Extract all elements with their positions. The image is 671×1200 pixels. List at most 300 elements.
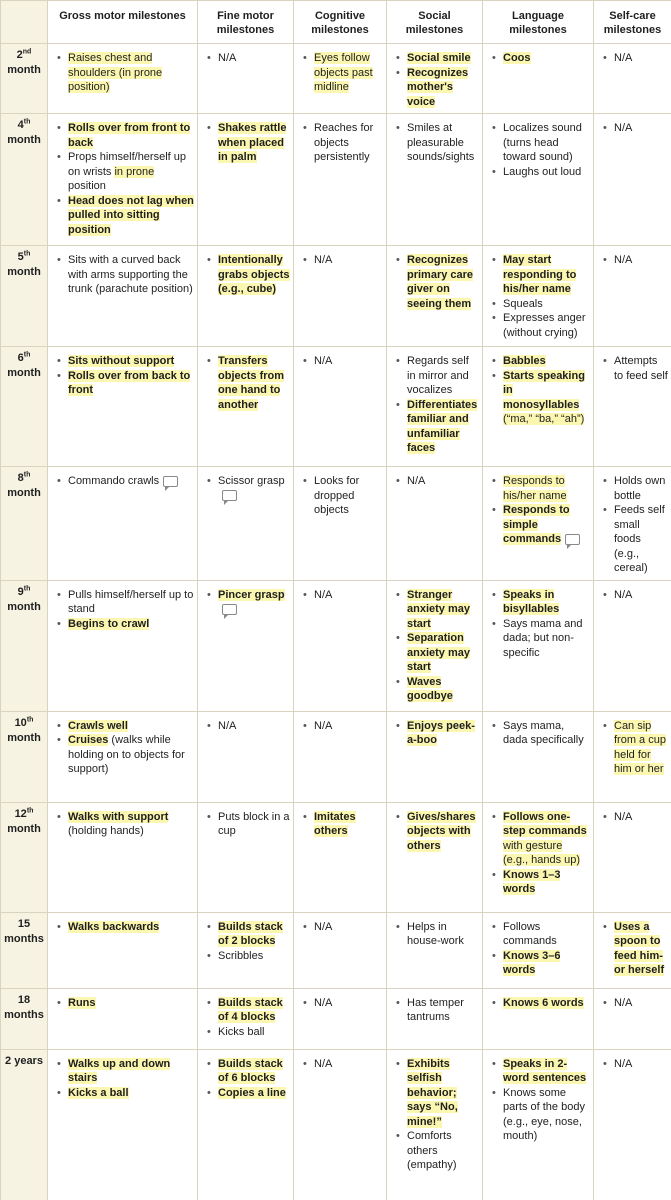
milestone-item	[395, 474, 479, 489]
milestone-text: N/A	[614, 810, 633, 823]
age-cell	[1, 802, 48, 912]
age-unit: month	[7, 266, 41, 278]
milestone-text: Starts speaking in monosyllables	[503, 369, 585, 411]
age-unit: months	[4, 932, 44, 945]
milestone-text: Comforts others (empathy)	[407, 1130, 457, 1171]
milestone-item	[395, 920, 479, 949]
language-cell	[483, 580, 594, 711]
milestone-text: N/A	[314, 719, 333, 732]
milestone-item	[602, 588, 668, 603]
fine-motor-cell	[198, 114, 294, 246]
milestone-text: Social smile	[407, 52, 471, 64]
milestone-item	[56, 51, 194, 95]
milestone-item	[602, 719, 668, 777]
milestone-list	[491, 51, 590, 66]
age-unit: month	[7, 367, 41, 379]
milestone-item	[395, 66, 479, 110]
milestone-list	[56, 920, 194, 935]
age-cell	[1, 44, 48, 114]
table-row	[1, 246, 671, 347]
milestone-text: Knows 3–6 words	[503, 949, 561, 976]
self-care-cell	[594, 246, 671, 347]
milestone-text: Recognizes mother's voice	[407, 66, 469, 108]
milestone-text: Uses a spoon to feed him- or herself	[614, 920, 665, 976]
milestone-list	[56, 1057, 194, 1101]
age-suffix: th	[23, 118, 31, 126]
milestone-text: Gives/shares objects with others	[407, 810, 476, 852]
milestone-item	[602, 920, 668, 978]
milestone-list	[491, 920, 590, 978]
milestone-item	[56, 1057, 194, 1086]
social-cell	[387, 347, 483, 467]
cognitive-cell	[294, 1049, 387, 1200]
age-suffix: th	[26, 715, 34, 723]
milestone-list	[302, 474, 383, 518]
milestone-item	[302, 1057, 383, 1072]
milestone-text: N/A	[407, 475, 426, 487]
milestone-item	[56, 253, 194, 297]
milestone-list	[491, 354, 590, 427]
milestone-text: Looks for dropped objects	[314, 475, 360, 516]
age-cell	[1, 246, 48, 347]
milestone-list	[395, 1057, 479, 1173]
gross-motor-cell	[48, 114, 198, 246]
fine-motor-cell	[198, 912, 294, 988]
milestone-text: Recognizes primary care giver on seeing them	[407, 254, 474, 310]
milestone-list	[602, 996, 668, 1011]
cognitive-cell	[294, 711, 387, 802]
milestone-text: Commando crawls	[68, 475, 160, 487]
milestone-item	[395, 996, 479, 1025]
comment-icon[interactable]	[222, 604, 237, 615]
table-row	[1, 114, 671, 246]
milestone-item	[56, 354, 194, 369]
age-cell	[1, 467, 48, 581]
milestone-text: Rolls over from back to front	[68, 369, 191, 396]
milestone-text: Responds to his/her name	[503, 475, 567, 502]
social-cell	[387, 711, 483, 802]
milestone-list	[206, 996, 290, 1040]
milestone-item	[56, 121, 194, 150]
milestone-item	[302, 588, 383, 603]
milestone-text: N/A	[314, 254, 333, 266]
language-cell	[483, 246, 594, 347]
milestone-text: Smiles at pleasurable sounds/sights	[407, 122, 475, 163]
milestone-item	[602, 810, 668, 825]
age-value: 18	[17, 993, 31, 1006]
milestone-text: position	[68, 180, 106, 192]
social-cell	[387, 580, 483, 711]
milestone-text: Kicks ball	[218, 1025, 265, 1038]
milestone-list	[395, 474, 479, 489]
social-cell	[387, 1049, 483, 1200]
milestone-list	[206, 253, 290, 297]
milestone-list	[206, 1057, 290, 1101]
milestone-list	[602, 121, 668, 136]
self-care-cell	[594, 802, 671, 912]
milestone-item	[491, 311, 590, 340]
header-cognitive: Cognitive milestones	[294, 1, 387, 44]
gross-motor-cell	[48, 988, 198, 1049]
milestone-text: Walks with support	[68, 810, 169, 823]
milestone-list	[395, 253, 479, 311]
milestone-text: Holds own bottle	[614, 475, 666, 502]
milestone-item	[602, 253, 668, 268]
milestone-list	[302, 51, 383, 95]
milestone-text: Waves goodbye	[407, 675, 453, 702]
age-value: 2	[16, 49, 23, 61]
age-value: 12	[14, 807, 27, 820]
milestone-item	[602, 354, 668, 383]
milestone-text: Builds stack of 4 blocks	[218, 996, 283, 1023]
table-row	[1, 347, 671, 467]
social-cell	[387, 802, 483, 912]
milestone-text: (walks while holding on to objects for support)	[68, 734, 185, 775]
milestone-list	[491, 474, 590, 547]
milestone-item	[491, 253, 590, 297]
milestone-list	[491, 253, 590, 340]
milestone-item	[395, 398, 479, 456]
milestone-item	[491, 503, 590, 547]
milestone-item	[491, 1057, 590, 1086]
milestone-item	[56, 617, 194, 632]
milestone-text: Speaks in bisyllables	[503, 588, 560, 615]
milestone-list	[56, 253, 194, 297]
milestone-text: Eyes follow objects past midline	[314, 52, 373, 93]
milestone-text: Helps in house-work	[407, 920, 464, 947]
milestone-item	[491, 920, 590, 949]
milestone-item	[206, 719, 290, 734]
milestone-text: Begins to crawl	[68, 617, 150, 630]
milestone-item	[395, 121, 479, 165]
self-care-cell	[594, 467, 671, 581]
language-cell	[483, 467, 594, 581]
language-cell	[483, 44, 594, 114]
language-cell	[483, 988, 594, 1049]
milestone-item	[491, 354, 590, 369]
header-social: Social milestones	[387, 1, 483, 44]
header-gross-motor: Gross motor milestones	[48, 1, 198, 44]
cognitive-cell	[294, 114, 387, 246]
milestone-item	[206, 253, 290, 297]
language-cell	[483, 1049, 594, 1200]
milestone-item	[602, 503, 668, 576]
milestone-text: Responds to simple commands	[503, 504, 570, 545]
age-unit: month	[7, 134, 41, 146]
milestone-text: Follows one-step commands	[503, 810, 587, 837]
milestone-text: Crawls well	[68, 719, 128, 732]
milestone-text: Differentiates familiar and unfamiliar faces	[407, 398, 478, 454]
milestone-text: in prone	[114, 165, 155, 178]
milestone-text: Scribbles	[218, 949, 264, 962]
milestone-text: N/A	[614, 588, 633, 601]
self-care-cell	[594, 580, 671, 711]
milestone-list	[56, 354, 194, 398]
age-value: 8	[17, 472, 24, 484]
milestone-list	[56, 810, 194, 839]
milestone-text: Knows 6 words	[503, 996, 584, 1009]
milestone-list	[206, 121, 290, 165]
milestone-item	[56, 920, 194, 935]
milestone-list	[206, 920, 290, 964]
milestone-item	[395, 1129, 479, 1173]
milestone-item	[491, 121, 590, 165]
age-suffix: th	[26, 806, 34, 814]
age-value: 6	[17, 352, 24, 364]
header-row	[1, 1, 671, 44]
age-cell	[1, 912, 48, 988]
milestone-item	[491, 588, 590, 617]
milestone-item	[206, 949, 290, 964]
milestone-list	[491, 996, 590, 1011]
milestone-item	[206, 810, 290, 839]
cognitive-cell	[294, 246, 387, 347]
self-care-cell	[594, 1049, 671, 1200]
milestone-text: Kicks a ball	[68, 1086, 129, 1099]
milestone-text: Builds stack of 2 blocks	[218, 920, 283, 947]
milestone-text: with gesture (e.g., hands up)	[503, 839, 581, 866]
milestone-list	[395, 719, 479, 748]
milestone-text: (holding hands)	[68, 825, 144, 837]
language-cell	[483, 347, 594, 467]
milestone-text: Cruises	[68, 734, 109, 746]
gross-motor-cell	[48, 711, 198, 802]
milestones-body	[1, 44, 671, 1200]
milestone-text: Has temper tantrums	[407, 996, 464, 1023]
fine-motor-cell	[198, 988, 294, 1049]
milestone-text: Shakes rattle when placed in palm	[218, 122, 287, 163]
milestone-text: Rolls over from front to back	[68, 122, 191, 149]
milestone-text: Says mama and dada; but non-specific	[503, 617, 583, 659]
milestone-text: Follows commands	[503, 920, 557, 947]
milestone-item	[395, 719, 479, 748]
age-cell	[1, 1049, 48, 1200]
milestone-item	[395, 51, 479, 66]
milestone-item	[206, 474, 290, 503]
social-cell	[387, 912, 483, 988]
milestone-item	[206, 1057, 290, 1086]
age-unit: month	[7, 64, 41, 76]
milestone-list	[602, 719, 668, 777]
age-cell	[1, 580, 48, 711]
gross-motor-cell	[48, 467, 198, 581]
milestone-list	[602, 354, 668, 383]
cognitive-cell	[294, 912, 387, 988]
comment-icon[interactable]	[222, 490, 237, 501]
milestone-item	[56, 150, 194, 194]
milestone-list	[302, 996, 383, 1011]
milestone-text: Copies a line	[218, 1086, 286, 1099]
milestone-list	[602, 1057, 668, 1072]
header-fine-motor: Fine motor milestones	[198, 1, 294, 44]
milestone-text: Knows 1–3 words	[503, 868, 561, 895]
age-unit: month	[7, 487, 41, 499]
milestone-list	[395, 588, 479, 704]
gross-motor-cell	[48, 802, 198, 912]
comment-icon[interactable]	[163, 476, 178, 487]
milestone-list	[602, 588, 668, 603]
milestone-text: N/A	[314, 920, 333, 933]
table-row	[1, 467, 671, 581]
milestone-list	[395, 810, 479, 854]
milestone-item	[302, 810, 383, 839]
milestone-text: Pulls himself/herself up to stand	[68, 588, 194, 615]
milestone-item	[302, 121, 383, 165]
milestone-list	[302, 810, 383, 839]
social-cell	[387, 246, 483, 347]
milestone-list	[395, 996, 479, 1025]
gross-motor-cell	[48, 912, 198, 988]
age-unit: months	[4, 1008, 44, 1021]
age-cell	[1, 347, 48, 467]
age-value: 2 years	[5, 1054, 43, 1067]
milestone-item	[56, 194, 194, 238]
milestone-item	[56, 1086, 194, 1101]
milestone-item	[302, 996, 383, 1011]
milestone-text: N/A	[314, 355, 333, 367]
milestone-text: Attempts to feed self	[614, 355, 668, 382]
milestone-list	[56, 474, 194, 489]
milestone-item	[602, 996, 668, 1011]
milestone-text: Head does not lag when pulled into sitting position	[68, 194, 194, 236]
table-row	[1, 580, 671, 711]
milestone-item	[206, 121, 290, 165]
milestone-list	[602, 810, 668, 825]
age-cell	[1, 988, 48, 1049]
cognitive-cell	[294, 580, 387, 711]
fine-motor-cell	[198, 711, 294, 802]
milestone-list	[602, 920, 668, 978]
milestone-item	[206, 354, 290, 412]
age-value: 5	[17, 251, 24, 263]
header-language: Language milestones	[483, 1, 594, 44]
age-value: 4	[17, 119, 24, 131]
self-care-cell	[594, 44, 671, 114]
age-suffix: th	[23, 584, 31, 592]
milestone-list	[302, 719, 383, 734]
milestone-list	[395, 920, 479, 949]
milestone-item	[602, 121, 668, 136]
fine-motor-cell	[198, 44, 294, 114]
milestone-item	[395, 675, 479, 704]
milestone-text: Reaches for objects persistently	[314, 122, 374, 163]
milestone-item	[491, 165, 590, 180]
age-suffix: th	[23, 250, 31, 258]
milestone-item	[491, 868, 590, 897]
milestone-item	[206, 920, 290, 949]
table-row	[1, 912, 671, 988]
fine-motor-cell	[198, 802, 294, 912]
milestone-item	[395, 810, 479, 854]
milestone-text: N/A	[614, 996, 633, 1009]
milestone-list	[491, 810, 590, 897]
fine-motor-cell	[198, 246, 294, 347]
gross-motor-cell	[48, 347, 198, 467]
fine-motor-cell	[198, 467, 294, 581]
milestone-text: Feeds self small foods (e.g., cereal)	[614, 504, 665, 574]
milestone-item	[491, 617, 590, 661]
milestone-text: Separation anxiety may start	[407, 632, 470, 673]
milestone-item	[56, 719, 194, 734]
milestone-list	[302, 588, 383, 603]
milestone-text: Coos	[503, 52, 531, 64]
milestone-text: Imitates others	[314, 810, 356, 837]
milestone-item	[56, 474, 194, 489]
milestone-text: Puts block in a cup	[218, 810, 290, 837]
milestone-list	[302, 920, 383, 935]
milestone-list	[56, 51, 194, 95]
gross-motor-cell	[48, 580, 198, 711]
self-care-cell	[594, 988, 671, 1049]
milestone-list	[206, 810, 290, 839]
milestone-list	[602, 51, 668, 66]
milestone-text: N/A	[614, 122, 633, 134]
gross-motor-cell	[48, 246, 198, 347]
milestone-list	[491, 121, 590, 179]
milestone-item	[602, 51, 668, 66]
age-value: 10	[14, 716, 27, 729]
milestone-item	[491, 810, 590, 868]
milestone-text: Transfers objects from one hand to another	[218, 355, 285, 411]
milestone-text: Babbles	[503, 355, 546, 367]
milestone-text: Says mama, dada specifically	[503, 719, 584, 746]
milestone-text: N/A	[314, 1057, 333, 1070]
age-cell	[1, 711, 48, 802]
fine-motor-cell	[198, 580, 294, 711]
milestone-item	[302, 719, 383, 734]
language-cell	[483, 912, 594, 988]
social-cell	[387, 988, 483, 1049]
milestone-item	[491, 297, 590, 312]
milestone-list	[56, 121, 194, 237]
milestone-text: Raises chest and shoulders (in prone position)	[68, 52, 163, 93]
milestone-text: Scissor grasp	[218, 475, 285, 487]
age-value: 15	[17, 917, 31, 930]
milestone-list	[395, 121, 479, 165]
milestone-text: Props himself/herself up on wrists	[68, 151, 186, 178]
milestone-text: Builds stack of 6 blocks	[218, 1057, 283, 1084]
milestone-text: Exhibits selfish behavior; says “No, mine!”	[407, 1057, 458, 1128]
age-value: 9	[17, 585, 24, 598]
header-self-care: Self-care milestones	[594, 1, 671, 44]
gross-motor-cell	[48, 1049, 198, 1200]
milestone-item	[56, 369, 194, 398]
age-unit: month	[7, 600, 41, 613]
language-cell	[483, 711, 594, 802]
milestone-list	[302, 121, 383, 165]
milestone-item	[491, 996, 590, 1011]
milestone-item	[56, 588, 194, 617]
milestone-list	[395, 51, 479, 109]
social-cell	[387, 114, 483, 246]
milestone-text: Walks backwards	[68, 920, 160, 933]
comment-icon[interactable]	[565, 534, 580, 545]
age-unit: month	[7, 731, 41, 744]
milestone-list	[206, 588, 290, 617]
fine-motor-cell	[198, 347, 294, 467]
milestone-item	[395, 588, 479, 632]
milestone-text: N/A	[218, 719, 237, 732]
milestone-text: Enjoys peek-a-boo	[407, 719, 475, 746]
milestone-text: Squeals	[503, 297, 543, 310]
milestone-text: Runs	[68, 996, 96, 1009]
table-row	[1, 711, 671, 802]
cognitive-cell	[294, 988, 387, 1049]
milestone-item	[206, 1086, 290, 1101]
milestone-text: Laughs out loud	[503, 165, 582, 178]
age-suffix: th	[23, 471, 31, 479]
milestone-text: Sits with a curved back with arms supporting the trunk (parachute position)	[68, 254, 193, 295]
